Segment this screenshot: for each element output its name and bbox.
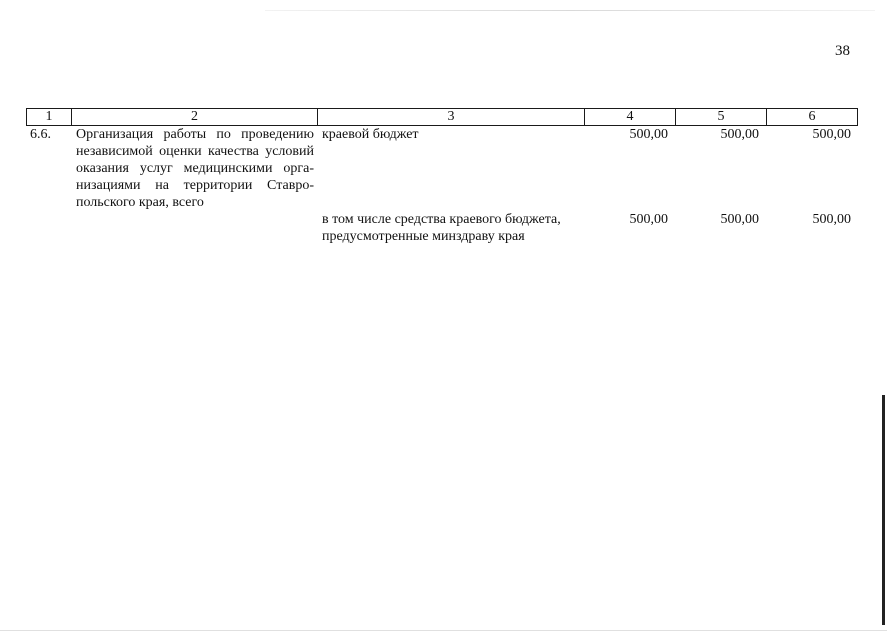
value-col-4: 500,00 <box>629 127 668 142</box>
header-col-5: 5 <box>676 109 767 126</box>
funding-source: краевой бюджет <box>322 127 419 142</box>
header-col-3: 3 <box>318 109 585 126</box>
header-col-6: 6 <box>767 109 858 126</box>
description-line: оказания услуг медицинскими орга- <box>76 161 314 176</box>
value-col-6: 500,00 <box>812 127 851 142</box>
funding-source-detail <box>322 211 584 245</box>
description-line: польского края, всего <box>76 195 204 210</box>
header-col-4: 4 <box>585 109 676 126</box>
value-col-5: 500,00 <box>720 212 759 227</box>
scan-artifact-right-edge <box>882 395 885 625</box>
row-number: 6.6. <box>30 127 51 142</box>
header-col-1: 1 <box>27 109 72 126</box>
description-line: независимой оценки качества условий <box>76 144 314 159</box>
description-line: Организация работы по проведению <box>76 127 314 142</box>
value-col-4: 500,00 <box>629 212 668 227</box>
scan-artifact-top <box>265 10 875 11</box>
value-col-5: 500,00 <box>720 127 759 142</box>
row-description <box>76 126 314 211</box>
scan-artifact-bottom <box>0 630 887 631</box>
header-row <box>27 109 858 126</box>
source-line: предусмотренные минздраву края <box>322 229 525 244</box>
value-col-6: 500,00 <box>812 212 851 227</box>
page-number: 38 <box>835 43 850 59</box>
table-header <box>26 108 858 126</box>
source-line: в том числе средства краевого бюджета, <box>322 212 561 227</box>
header-col-2: 2 <box>72 109 318 126</box>
description-line: низациями на территории Ставро- <box>76 178 314 193</box>
